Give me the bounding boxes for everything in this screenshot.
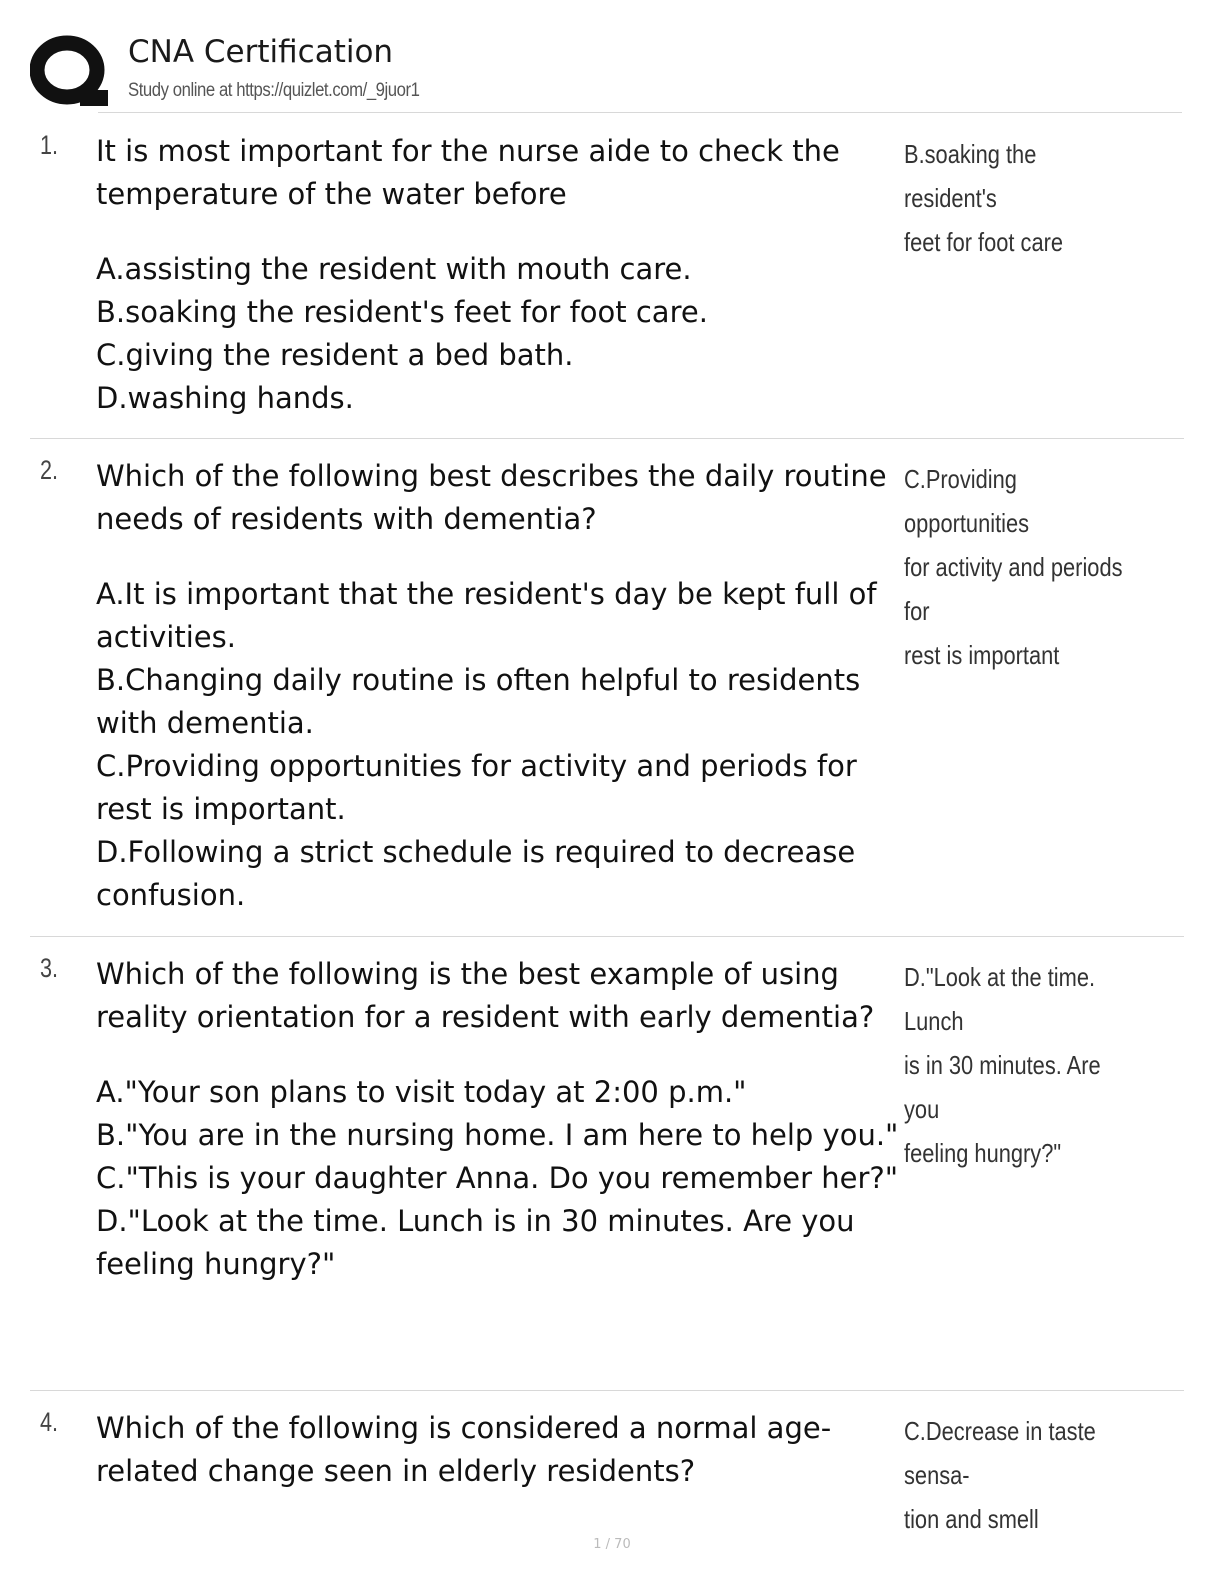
card-question: Which of the following is considered a normal age-related change seen in elderly residents? xyxy=(96,1411,832,1488)
page-number: 1 / 70 xyxy=(593,1537,631,1552)
card-answer: B.soaking the resident's feet for foot care xyxy=(904,139,1064,257)
option-b: B."You are in the nursing home. I am here to help you." xyxy=(96,1118,899,1152)
card-divider xyxy=(30,1390,1184,1391)
header-divider xyxy=(98,112,1182,113)
option-d: D."Look at the time. Lunch is in 30 minutes. Are you feeling hungry?" xyxy=(96,1204,855,1281)
card-number: 4. xyxy=(40,1407,59,1437)
card-divider xyxy=(30,936,1184,937)
option-b: B.soaking the resident's feet for foot care. xyxy=(96,295,708,329)
option-a: A.assisting the resident with mouth care. xyxy=(96,252,692,286)
study-online-link[interactable]: Study online at https://quizlet.com/_9juor1 xyxy=(128,80,420,101)
option-c: C."This is your daughter Anna. Do you remember her?" xyxy=(96,1161,899,1195)
card-number: 1. xyxy=(40,130,59,160)
card-divider xyxy=(30,438,1184,439)
card-options xyxy=(96,1071,902,1286)
option-d: D.Following a strict schedule is required to decrease confusion. xyxy=(96,835,856,912)
option-c: C.giving the resident a bed bath. xyxy=(96,338,574,372)
option-d: D.washing hands. xyxy=(96,381,354,415)
option-a: A.It is important that the resident's day be kept full of activities. xyxy=(96,577,877,654)
card-answer: D."Look at the time. Lunch is in 30 minutes. Are you feeling hungry?" xyxy=(904,962,1101,1168)
card-answer: C.Providing opportunities for activity and periods for rest is important xyxy=(904,464,1123,670)
option-c: C.Providing opportunities for activity and periods for rest is important. xyxy=(96,749,857,826)
quizlet-logo-icon xyxy=(30,34,108,108)
card-question: Which of the following is the best example of using reality orientation for a resident with early dementia? xyxy=(96,957,875,1034)
card-number: 2. xyxy=(40,455,59,485)
card-number: 3. xyxy=(40,953,59,983)
document-title: CNA Certification xyxy=(128,34,394,70)
card-options xyxy=(96,573,902,917)
card-question: Which of the following best describes the daily routine needs of residents with dementia? xyxy=(96,459,887,536)
option-a: A."Your son plans to visit today at 2:00 p.m." xyxy=(96,1075,747,1109)
card-question: It is most important for the nurse aide to check the temperature of the water before xyxy=(96,134,840,211)
card-options xyxy=(96,248,902,420)
card-answer: C.Decrease in taste sensa- tion and smell xyxy=(904,1416,1096,1534)
page-header xyxy=(30,30,1190,114)
option-b: B.Changing daily routine is often helpful to residents with dementia. xyxy=(96,663,861,740)
